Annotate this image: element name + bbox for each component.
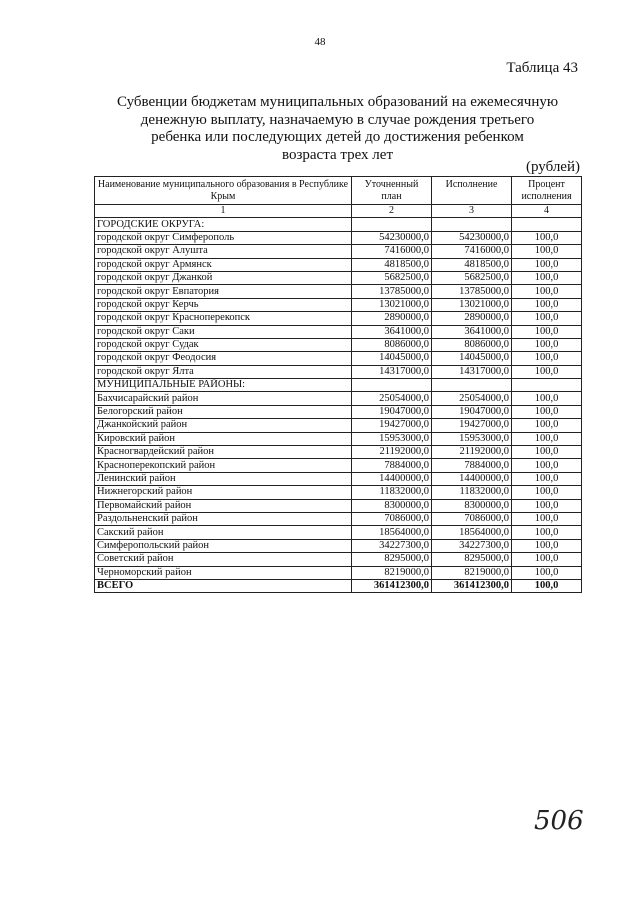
table-row [95, 419, 582, 432]
percent-value: 100,0 [512, 285, 582, 298]
municipality-name: Красноперекопский район [95, 459, 352, 472]
table-row [95, 553, 582, 566]
municipality-name: Первомайский район [95, 499, 352, 512]
plan-value: 8295000,0 [352, 553, 432, 566]
table-row [95, 325, 582, 338]
table-row [95, 231, 582, 244]
plan-value: 14317000,0 [352, 365, 432, 378]
header-exec: Исполнение [432, 177, 512, 205]
percent-value: 100,0 [512, 539, 582, 552]
table-row [95, 539, 582, 552]
plan-value: 8300000,0 [352, 499, 432, 512]
table-row [95, 459, 582, 472]
header-pct: Процент исполнения [512, 177, 582, 205]
plan-value: 54230000,0 [352, 231, 432, 244]
execution-value: 14045000,0 [432, 352, 512, 365]
empty-cell [512, 218, 582, 231]
header-name: Наименование муниципального образования в Республике Крым [95, 177, 352, 205]
municipality-name: городской округ Судак [95, 338, 352, 351]
execution-value: 5682500,0 [432, 271, 512, 284]
empty-cell [352, 379, 432, 392]
table-row [95, 472, 582, 485]
execution-value: 19427000,0 [432, 419, 512, 432]
percent-value: 100,0 [512, 312, 582, 325]
title-line: Субвенции бюджетам муниципальных образований на ежемесячную [116, 94, 559, 110]
percent-value: 100,0 [512, 446, 582, 459]
table-row [95, 526, 582, 539]
municipality-name: городской округ Ялта [95, 365, 352, 378]
table-row [95, 338, 582, 351]
table-row [95, 566, 582, 579]
table-row [95, 298, 582, 311]
municipality-name: городской округ Феодосия [95, 352, 352, 365]
percent-value: 100,0 [512, 365, 582, 378]
municipality-name: Советский район [95, 553, 352, 566]
table-row [95, 512, 582, 525]
table-body [95, 218, 582, 593]
execution-value: 7884000,0 [432, 459, 512, 472]
percent-value: 100,0 [512, 338, 582, 351]
column-number: 2 [352, 205, 432, 218]
table-row [95, 392, 582, 405]
column-number: 3 [432, 205, 512, 218]
column-number: 4 [512, 205, 582, 218]
plan-value: 5682500,0 [352, 271, 432, 284]
plan-value: 15953000,0 [352, 432, 432, 445]
table-row [95, 245, 582, 258]
percent-value: 100,0 [512, 258, 582, 271]
percent-value: 100,0 [512, 499, 582, 512]
total-execution: 361412300,0 [432, 579, 512, 592]
municipality-name: Джанкойский район [95, 419, 352, 432]
percent-value: 100,0 [512, 459, 582, 472]
municipality-name: городской округ Джанкой [95, 271, 352, 284]
empty-cell [352, 218, 432, 231]
execution-value: 13785000,0 [432, 285, 512, 298]
municipality-name: городской округ Алушта [95, 245, 352, 258]
section-heading-row [95, 218, 582, 231]
table-row [95, 365, 582, 378]
execution-value: 8086000,0 [432, 338, 512, 351]
table-row [95, 486, 582, 499]
table-row [95, 499, 582, 512]
execution-value: 14317000,0 [432, 365, 512, 378]
plan-value: 13785000,0 [352, 285, 432, 298]
page-number: 48 [314, 36, 326, 48]
municipality-name: городской округ Армянск [95, 258, 352, 271]
municipality-name: Белогорский район [95, 405, 352, 418]
percent-value: 100,0 [512, 325, 582, 338]
execution-value: 4818500,0 [432, 258, 512, 271]
plan-value: 8086000,0 [352, 338, 432, 351]
plan-value: 7086000,0 [352, 512, 432, 525]
table-label: Таблица 43 [506, 60, 578, 76]
plan-value: 34227300,0 [352, 539, 432, 552]
execution-value: 8295000,0 [432, 553, 512, 566]
empty-cell [432, 218, 512, 231]
percent-value: 100,0 [512, 526, 582, 539]
percent-value: 100,0 [512, 512, 582, 525]
table-row [95, 432, 582, 445]
empty-cell [512, 379, 582, 392]
percent-value: 100,0 [512, 472, 582, 485]
municipality-name: городской округ Керчь [95, 298, 352, 311]
execution-value: 54230000,0 [432, 231, 512, 244]
section-heading: ГОРОДСКИЕ ОКРУГА: [95, 218, 352, 231]
header-plan [352, 177, 432, 205]
column-number-row [95, 205, 582, 218]
document-title [95, 94, 580, 164]
percent-value: 100,0 [512, 419, 582, 432]
execution-value: 7086000,0 [432, 512, 512, 525]
plan-value: 14400000,0 [352, 472, 432, 485]
execution-value: 19047000,0 [432, 405, 512, 418]
municipality-name: Красногвардейский район [95, 446, 352, 459]
table-row [95, 446, 582, 459]
execution-value: 8300000,0 [432, 499, 512, 512]
municipality-name: городской округ Саки [95, 325, 352, 338]
section-heading: МУНИЦИПАЛЬНЫЕ РАЙОНЫ: [95, 379, 352, 392]
plan-value: 7884000,0 [352, 459, 432, 472]
municipality-name: городской округ Симферополь [95, 231, 352, 244]
municipality-name: Раздольненский район [95, 512, 352, 525]
subsidies-table [94, 176, 582, 593]
total-row [95, 579, 582, 592]
column-number: 1 [95, 205, 352, 218]
percent-value: 100,0 [512, 553, 582, 566]
table-row [95, 271, 582, 284]
plan-value: 19427000,0 [352, 419, 432, 432]
table-header-row [95, 177, 582, 205]
execution-value: 13021000,0 [432, 298, 512, 311]
execution-value: 8219000,0 [432, 566, 512, 579]
percent-value: 100,0 [512, 566, 582, 579]
execution-value: 34227300,0 [432, 539, 512, 552]
municipality-name: городской округ Евпатория [95, 285, 352, 298]
execution-value: 18564000,0 [432, 526, 512, 539]
percent-value: 100,0 [512, 392, 582, 405]
municipality-name: Симферопольский район [95, 539, 352, 552]
title-line: денежную выплату, назначаемую в случае рождения третьего [140, 111, 535, 128]
section-heading-row [95, 379, 582, 392]
percent-value: 100,0 [512, 432, 582, 445]
plan-value: 3641000,0 [352, 325, 432, 338]
total-label: ВСЕГО [95, 579, 352, 592]
municipality-name: Ленинский район [95, 472, 352, 485]
plan-value: 21192000,0 [352, 446, 432, 459]
plan-value: 14045000,0 [352, 352, 432, 365]
plan-value: 18564000,0 [352, 526, 432, 539]
plan-value: 11832000,0 [352, 486, 432, 499]
table-row [95, 352, 582, 365]
municipality-name: Кировский район [95, 432, 352, 445]
execution-value: 15953000,0 [432, 432, 512, 445]
execution-value: 3641000,0 [432, 325, 512, 338]
plan-value: 2890000,0 [352, 312, 432, 325]
percent-value: 100,0 [512, 245, 582, 258]
percent-value: 100,0 [512, 405, 582, 418]
execution-value: 11832000,0 [432, 486, 512, 499]
percent-value: 100,0 [512, 271, 582, 284]
plan-value: 4818500,0 [352, 258, 432, 271]
percent-value: 100,0 [512, 298, 582, 311]
table-row [95, 405, 582, 418]
municipality-name: Нижнегорский район [95, 486, 352, 499]
header-plan-text: Уточненный план [364, 179, 419, 202]
title-line: возраста трех лет [281, 146, 393, 163]
execution-value: 25054000,0 [432, 392, 512, 405]
execution-value: 14400000,0 [432, 472, 512, 485]
municipality-name: Бахчисарайский район [95, 392, 352, 405]
municipality-name: Сакский район [95, 526, 352, 539]
plan-value: 7416000,0 [352, 245, 432, 258]
execution-value: 21192000,0 [432, 446, 512, 459]
percent-value: 100,0 [512, 231, 582, 244]
plan-value: 8219000,0 [352, 566, 432, 579]
table-row [95, 285, 582, 298]
total-percent: 100,0 [512, 579, 582, 592]
execution-value: 2890000,0 [432, 312, 512, 325]
table-row [95, 258, 582, 271]
total-plan: 361412300,0 [352, 579, 432, 592]
execution-value: 7416000,0 [432, 245, 512, 258]
percent-value: 100,0 [512, 352, 582, 365]
municipality-name: Черноморский район [95, 566, 352, 579]
title-line: ребенка или последующих детей до достижения ребенком [151, 129, 524, 145]
percent-value: 100,0 [512, 486, 582, 499]
plan-value: 19047000,0 [352, 405, 432, 418]
plan-value: 13021000,0 [352, 298, 432, 311]
units-label: (рублей) [525, 159, 580, 175]
empty-cell [432, 379, 512, 392]
handwritten-page-number: 506 [534, 806, 584, 836]
table-row [95, 312, 582, 325]
municipality-name: городской округ Красноперекопск [95, 312, 352, 325]
plan-value: 25054000,0 [352, 392, 432, 405]
